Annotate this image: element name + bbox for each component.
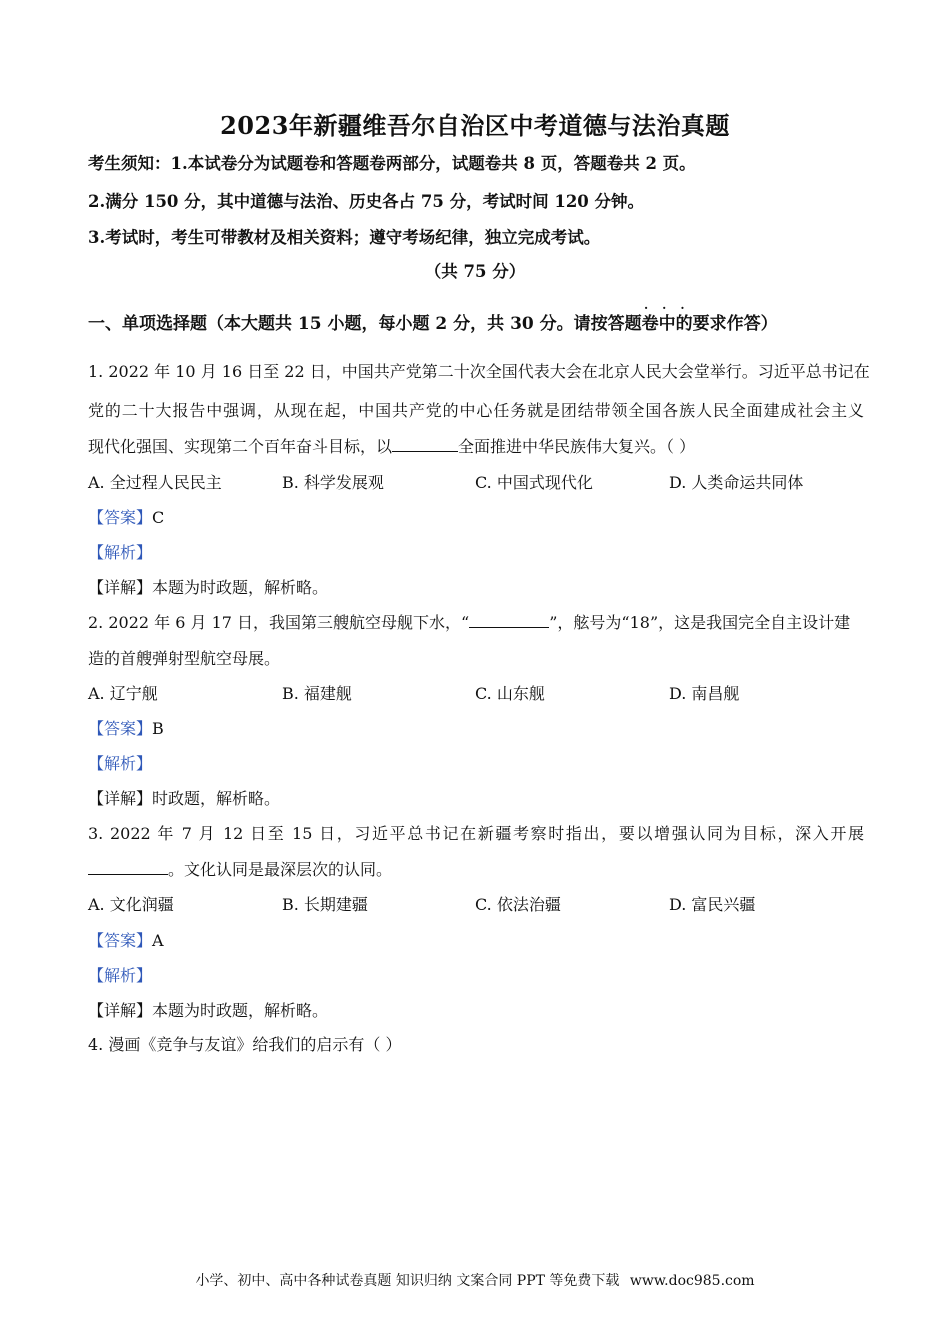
q2-detail: 【详解】时政题，解析略。 (88, 789, 281, 808)
q3-option-d: D. 富民兴疆 (669, 895, 756, 914)
answer-value: A (152, 931, 164, 950)
q1-line-3-end: 全面推进中华民族伟大复兴。（ ） (458, 437, 696, 456)
q2-option-a: A. 辽宁舰 (88, 684, 158, 703)
q3-answer (88, 928, 164, 951)
page-footer (0, 1270, 950, 1290)
footer-text: 小学、初中、高中各种试卷真题 知识归纳 文案合同 PPT 等免费下载 (195, 1273, 620, 1289)
q1-option-a: A. 全过程人民民主 (88, 473, 222, 492)
q1-line-3-start: 现代化强国、实现第二个百年奋斗目标，以 (88, 437, 393, 456)
q3-line-1: 3. 2022 年 7 月 12 日至 15 日，习近平总书记在新疆考察时指出，要以增强认同为目标，深入开展 (88, 824, 864, 843)
answer-tag: 【答案】 (88, 719, 153, 738)
q1-option-d: D. 人类命运共同体 (669, 473, 804, 492)
q3-line-2 (88, 857, 392, 880)
q1-line-1: 1. 2022 年 10 月 16 日至 22 日，中国共产党第二十次全国代表大会在北京人民大会堂举行。习近平总书记在 (88, 362, 870, 381)
answer-tag: 【答案】 (88, 931, 153, 950)
q1-detail: 【详解】本题为时政题，解析略。 (88, 578, 329, 597)
q2-analysis-tag: 【解析】 (88, 754, 153, 773)
fill-blank (469, 613, 549, 628)
q1-line-2: 党的二十大报告中强调，从现在起，中国共产党的中心任务就是团结带领全国各族人民全面建成社会主义 (88, 401, 864, 420)
q2-option-d: D. 南昌舰 (669, 684, 740, 703)
notice-line-3: 3.考试时，考生可带教材及相关资料；遵守考场纪律，独立完成考试。 (88, 228, 601, 247)
notice-line-1: 考生须知：1.本试卷分为试题卷和答题卷两部分，试题卷共 8 页，答题卷共 2 页。 (88, 154, 696, 173)
q3-option-b: B. 长期建疆 (282, 895, 368, 914)
emphasis-dots: ··· (644, 301, 699, 315)
q1-analysis-tag: 【解析】 (88, 543, 153, 562)
q1-option-c: C. 中国式现代化 (475, 473, 593, 492)
q3-option-c: C. 依法治疆 (475, 895, 561, 914)
q2-line-1 (88, 610, 850, 633)
q4-line-1: 4. 漫画《竞争与友谊》给我们的启示有（ ） (88, 1035, 402, 1054)
q2-line-1-start: 2. 2022 年 6 月 17 日，我国第三艘航空母舰下水，“ (88, 613, 470, 632)
q1-line-3 (88, 434, 695, 457)
fill-blank (392, 437, 458, 452)
q1-option-b: B. 科学发展观 (282, 473, 384, 492)
q2-option-b: B. 福建舰 (282, 684, 352, 703)
score-heading: （共 75 分） (424, 262, 526, 281)
q3-line-2-text: 。文化认同是最深层次的认同。 (168, 860, 393, 879)
fill-blank (88, 860, 168, 875)
q3-detail: 【详解】本题为时政题，解析略。 (88, 1001, 329, 1020)
q1-answer (88, 505, 164, 528)
notice-line-2: 2.满分 150 分，其中道德与法治、历史各占 75 分，考试时间 120 分钟。 (88, 192, 645, 211)
q3-option-a: A. 文化润疆 (88, 895, 174, 914)
q3-analysis-tag: 【解析】 (88, 966, 153, 985)
footer-link[interactable]: www.doc985.com (629, 1273, 755, 1289)
section-heading: 一、单项选择题（本大题共 15 小题，每小题 2 分，共 30 分。请按答题卷中的要求作答） (88, 314, 778, 334)
q2-answer (88, 716, 164, 739)
answer-value: C (152, 508, 165, 527)
answer-tag: 【答案】 (88, 508, 153, 527)
answer-value: B (152, 719, 164, 738)
q2-line-2: 造的首艘弹射型航空母展。 (88, 649, 281, 668)
q2-option-c: C. 山东舰 (475, 684, 545, 703)
page-title: 2023年新疆维吾尔自治区中考道德与法治真题 (220, 111, 730, 140)
q2-line-1-end: ”，舷号为“18”，这是我国完全自主设计建 (549, 613, 851, 632)
